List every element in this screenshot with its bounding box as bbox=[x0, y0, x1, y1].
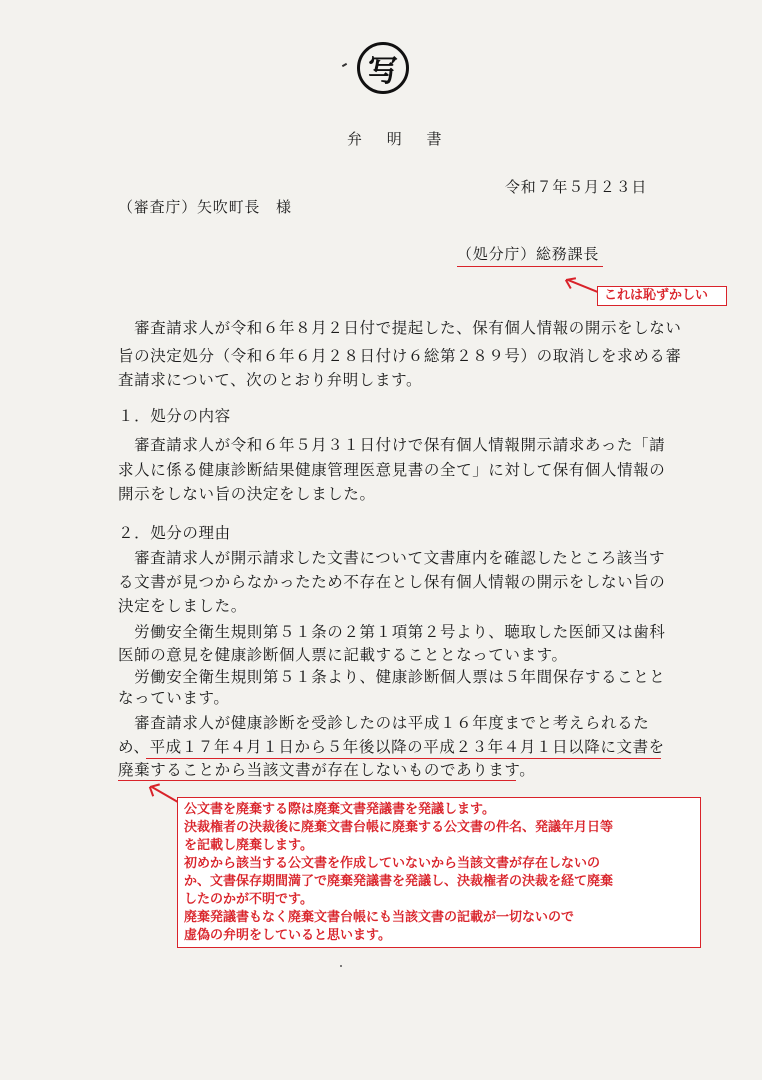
paper-speck bbox=[340, 965, 342, 967]
section-line: 労働安全衛生規則第５１条の２第１項第２号より、聴取した医師又は歯科 bbox=[118, 623, 666, 641]
section-line: 労働安全衛生規則第５１条より、健康診断個人票は５年間保存することと bbox=[118, 668, 666, 686]
annotation-line: 初めから該当する公文書を作成していないから当該文書が存在しないの bbox=[184, 856, 601, 871]
section-line: 審査請求人が開示請求した文書について文書庫内を確認したところ該当す bbox=[118, 549, 666, 567]
section-heading: ２．処分の理由 bbox=[118, 524, 231, 542]
section-line: め、平成１７年４月１日から５年後以降の平成２３年４月１日以降に文書を bbox=[118, 738, 665, 756]
annotation-line: か、文書保存期間満了で廃棄発議書を発議し、決裁権者の決裁を経て廃棄 bbox=[184, 874, 614, 889]
sender: （処分庁）総務課長 bbox=[457, 245, 600, 263]
section-line: 求人に係る健康診断結果健康管理医意見書の全て」に対して保有個人情報の bbox=[118, 461, 666, 479]
section-line: 開示をしない旨の決定をしました。 bbox=[118, 485, 376, 503]
intro-line: 審査請求人が令和６年８月２日付で提起した、保有個人情報の開示をしない bbox=[118, 319, 682, 337]
copy-seal-stamp: 写 bbox=[357, 42, 409, 94]
section-line: 審査請求人が令和６年５月３１日付けで保有個人情報開示請求あった「請 bbox=[118, 436, 666, 454]
section-heading: １．処分の内容 bbox=[118, 407, 231, 425]
pen-mark bbox=[342, 63, 347, 67]
highlight-underline bbox=[118, 780, 516, 781]
annotation-line: 公文書を廃棄する際は廃棄文書発議書を発議します。 bbox=[184, 802, 495, 817]
section-line: 決定をしました。 bbox=[118, 597, 247, 615]
intro-line: 旨の決定処分（令和６年６月２８日付け６総第２８９号）の取消しを求める審 bbox=[118, 347, 682, 365]
section-line: 審査請求人が健康診断を受診したのは平成１６年度までと考えられるた bbox=[118, 714, 650, 732]
annotation-note-top: これは恥ずかしい bbox=[597, 286, 727, 306]
document-title: 弁 明 書 bbox=[347, 130, 452, 148]
annotation-line: 決裁権者の決裁後に廃棄文書台帳に廃棄する公文書の件名、発議年月日等 bbox=[184, 820, 614, 835]
annotation-arrow-bottom bbox=[152, 786, 179, 802]
sender-underline bbox=[457, 266, 603, 267]
section-line: なっています。 bbox=[118, 689, 230, 707]
annotation-line: 廃棄発議書もなく廃棄文書台帳にも当該文書の記載が一切ないので bbox=[184, 910, 575, 925]
annotation-line: 虚偽の弁明をしていると思います。 bbox=[184, 928, 391, 943]
section-line: 医師の意見を健康診断個人票に記載することとなっています。 bbox=[118, 646, 568, 664]
section-line: 廃棄することから当該文書が存在しないものであります。 bbox=[118, 761, 536, 779]
annotation-line: したのかが不明です。 bbox=[184, 892, 313, 907]
highlight-underline bbox=[146, 758, 661, 759]
annotation-note-bottom bbox=[177, 797, 701, 948]
addressee: （審査庁）矢吹町長 様 bbox=[118, 198, 292, 216]
section-line: る文書が見つからなかったため不存在とし保有個人情報の開示をしない旨の bbox=[118, 573, 666, 591]
document-date: 令和７年５月２３日 bbox=[505, 178, 648, 196]
intro-line: 査請求について、次のとおり弁明します。 bbox=[118, 371, 423, 389]
annotation-line: を記載し廃棄します。 bbox=[184, 838, 313, 853]
